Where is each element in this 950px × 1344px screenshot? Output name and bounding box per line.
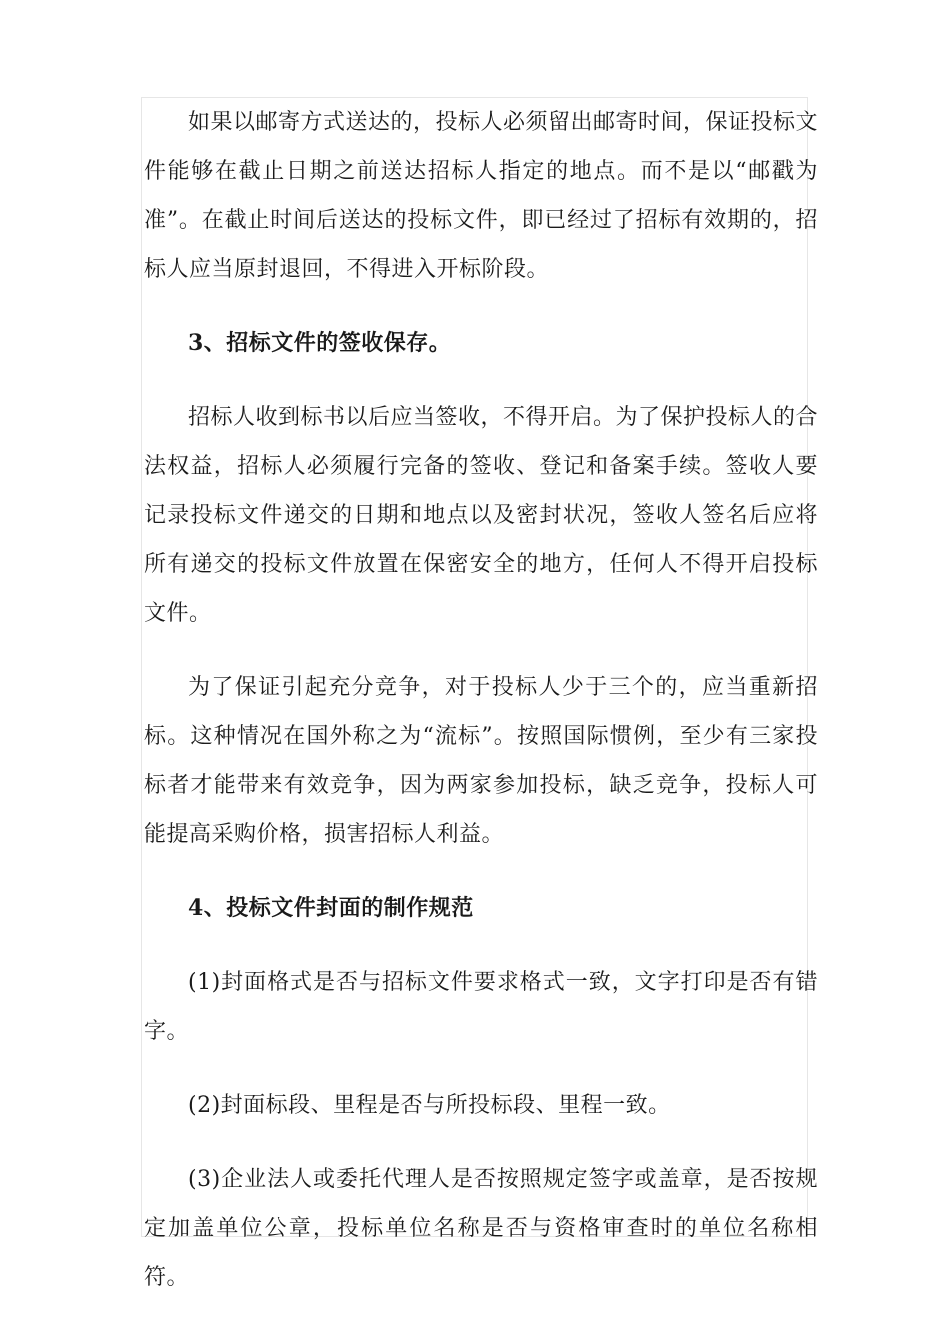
heading-section-3: 3、招标文件的签收保存。 [188,330,452,356]
paragraph-sign-receipt: 招标人收到标书以后应当签收，不得开启。为了保护投标人的合法权益，招标人必须履行完备的签收、登记和备案手续。签收人要记录投标文件递交的日期和地点以及密封状况，签收人签名后应将所有递交的投标文件放置在保密安全的地方，任何人不得开启投标文件。 [144,405,819,626]
heading-section-4: 4、投标文件封面的制作规范 [188,895,474,921]
list-item-3: (3)企业法人或委托代理人是否按照规定签字或盖章，是否按规定加盖单位公章，投标单位名称是否与资格审查时的单位名称相符。 [144,1167,818,1290]
paragraph-mail-delivery: 如果以邮寄方式送达的，投标人必须留出邮寄时间，保证投标文件能够在截止日期之前送达招标人指定的地点。而不是以“邮戳为准”。在截止时间后送达的投标文件，即已经过了招标有效期的，招标人应当原封退回，不得进入开标阶段。 [144,110,819,282]
paragraph-competition: 为了保证引起充分竞争，对于投标人少于三个的，应当重新招标。这种情况在国外称之为“流标”。按照国际惯例，至少有三家投标者才能带来有效竞争，因为两家参加投标，缺乏竞争，投标人可能提高采购价格，损害招标人利益。 [144,675,818,847]
list-item-1: (1)封面格式是否与招标文件要求格式一致，文字打印是否有错字。 [144,970,818,1044]
list-item-2: (2)封面标段、里程是否与所投标段、里程一致。 [188,1093,671,1118]
document-body [144,98,818,1302]
